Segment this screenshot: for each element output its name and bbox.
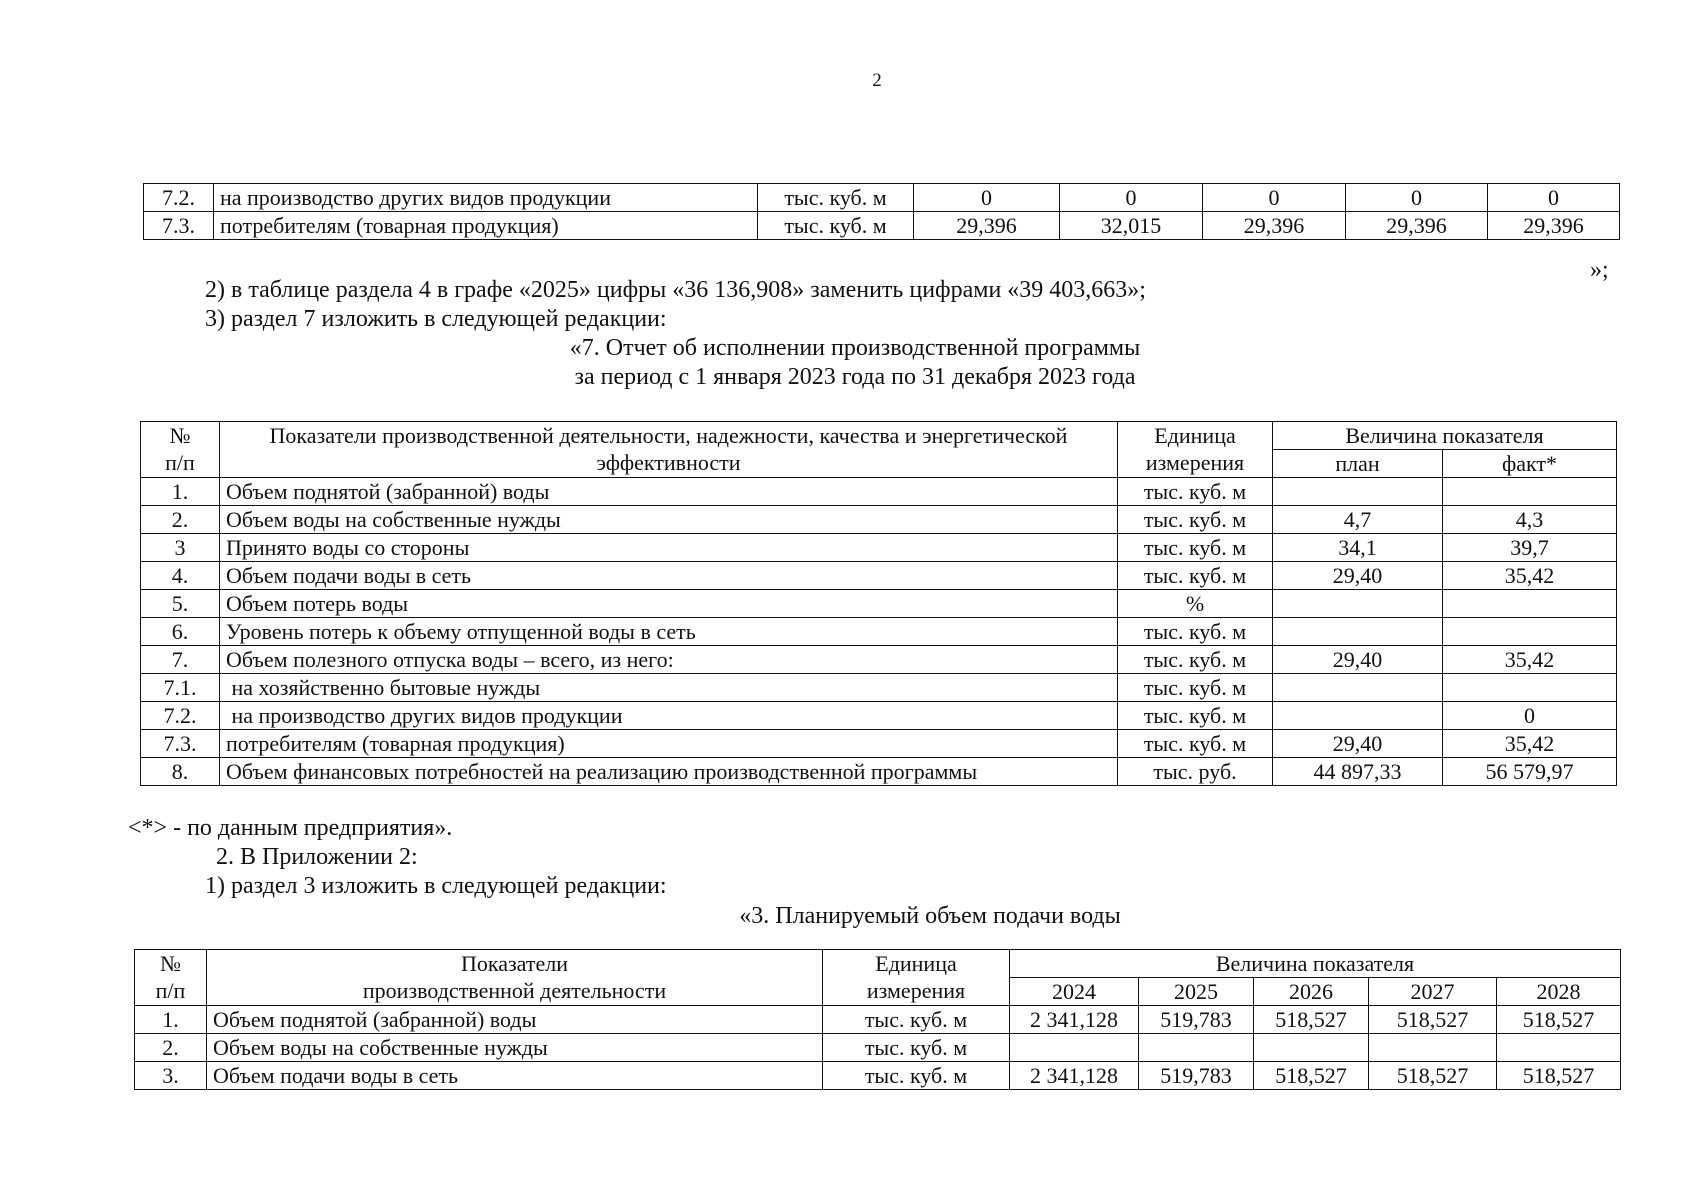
t7-header-value: Величина показателя: [1273, 422, 1617, 450]
row-number: 6.: [141, 618, 220, 646]
row-fact-value: 35,42: [1443, 562, 1617, 590]
table-row: [141, 702, 1617, 730]
row-value: 0: [1346, 184, 1488, 212]
row-fact-value: 39,7: [1443, 534, 1617, 562]
row-indicator-name: Принято воды со стороны: [220, 534, 1118, 562]
row-unit: тыс. куб. м: [758, 212, 914, 240]
row-year-value: [1497, 1034, 1621, 1062]
row-plan-value: [1273, 618, 1443, 646]
row-unit: тыс. руб.: [1118, 758, 1273, 786]
row-unit: тыс. куб. м: [823, 1034, 1010, 1062]
t7-header-num-1: №: [141, 422, 220, 450]
row-unit: тыс. куб. м: [1118, 646, 1273, 674]
row-plan-value: [1273, 590, 1443, 618]
row-year-value: 519,783: [1139, 1006, 1254, 1034]
row-indicator-name: Объем финансовых потребностей на реализацию производственной программы: [220, 758, 1118, 786]
row-year-value: [1010, 1034, 1139, 1062]
closing-quote: »;: [1590, 257, 1609, 283]
row-indicator-name: на хозяйственно бытовые нужды: [220, 674, 1118, 702]
row-year-value: 519,783: [1139, 1062, 1254, 1090]
t3-header-unit-1: Единица: [823, 950, 1010, 978]
t3-header-year: 2026: [1254, 978, 1369, 1006]
t3-header-num-2: п/п: [135, 978, 207, 1006]
row-value: 0: [914, 184, 1060, 212]
row-indicator-name: на производство других видов продукции: [214, 184, 758, 212]
row-fact-value: 35,42: [1443, 730, 1617, 758]
row-indicator-name: Объем подачи воды в сеть: [220, 562, 1118, 590]
row-value: 0: [1060, 184, 1203, 212]
t3-header-name-1: Показатели: [207, 950, 823, 978]
table-row: [141, 646, 1617, 674]
paragraph-appendix-2: 2. В Приложении 2:: [216, 844, 418, 870]
t7-header-name-2: эффективности: [220, 450, 1118, 478]
row-number: 5.: [141, 590, 220, 618]
row-number: 2.: [141, 506, 220, 534]
row-number: 7.2.: [144, 184, 214, 212]
t3-header-name-2: производственной деятельности: [207, 978, 823, 1006]
table-row: [135, 1006, 1621, 1034]
table-row: [141, 618, 1617, 646]
row-unit: тыс. куб. м: [823, 1006, 1010, 1034]
row-indicator-name: Объем полезного отпуска воды – всего, из него:: [220, 646, 1118, 674]
row-fact-value: 35,42: [1443, 646, 1617, 674]
row-value: 0: [1203, 184, 1346, 212]
section-7-title-line-2: за период с 1 января 2023 года по 31 декабря 2023 года: [574, 364, 1136, 390]
row-number: 3: [141, 534, 220, 562]
row-fact-value: 4,3: [1443, 506, 1617, 534]
row-plan-value: [1273, 674, 1443, 702]
row-number: 7.3.: [141, 730, 220, 758]
t7-header-name-1: Показатели производственной деятельности, надежности, качества и энергетической: [220, 422, 1118, 450]
row-unit: тыс. куб. м: [1118, 674, 1273, 702]
row-number: 7.: [141, 646, 220, 674]
row-plan-value: 29,40: [1273, 730, 1443, 758]
t7-header-unit-2: измерения: [1118, 450, 1273, 478]
row-fact-value: [1443, 618, 1617, 646]
row-year-value: [1254, 1034, 1369, 1062]
t3-header-years-row: [135, 978, 1621, 1006]
row-indicator-name: Объем воды на собственные нужды: [220, 506, 1118, 534]
table-row: [135, 1062, 1621, 1090]
row-indicator-name: потребителям (товарная продукция): [220, 730, 1118, 758]
row-year-value: 518,527: [1497, 1006, 1621, 1034]
table-row: [141, 478, 1617, 506]
row-unit: тыс. куб. м: [1118, 618, 1273, 646]
row-indicator-name: Уровень потерь к объему отпущенной воды в сеть: [220, 618, 1118, 646]
row-indicator-name: на производство других видов продукции: [220, 702, 1118, 730]
row-unit: тыс. куб. м: [1118, 506, 1273, 534]
row-indicator-name: Объем воды на собственные нужды: [207, 1034, 823, 1062]
row-unit: %: [1118, 590, 1273, 618]
row-unit: тыс. куб. м: [1118, 534, 1273, 562]
table-row: [141, 562, 1617, 590]
paragraph-3: 3) раздел 7 изложить в следующей редакции:: [205, 306, 667, 332]
table-row: [141, 534, 1617, 562]
table-row: [135, 1034, 1621, 1062]
table-row: [141, 730, 1617, 758]
table-row: [141, 758, 1617, 786]
row-fact-value: [1443, 674, 1617, 702]
row-value: 32,015: [1060, 212, 1203, 240]
t7-header-fact: факт*: [1443, 450, 1617, 478]
row-unit: тыс. куб. м: [1118, 702, 1273, 730]
table-row: [141, 674, 1617, 702]
row-year-value: 2 341,128: [1010, 1062, 1139, 1090]
row-value: 29,396: [1346, 212, 1488, 240]
t7-header-plan: план: [1273, 450, 1443, 478]
row-number: 4.: [141, 562, 220, 590]
t3-header-year: 2025: [1139, 978, 1254, 1006]
row-plan-value: 29,40: [1273, 562, 1443, 590]
row-number: 7.2.: [141, 702, 220, 730]
row-fact-value: 0: [1443, 702, 1617, 730]
t3-header-unit-2: измерения: [823, 978, 1010, 1006]
table-row: [144, 212, 1620, 240]
row-year-value: 2 341,128: [1010, 1006, 1139, 1034]
row-plan-value: [1273, 478, 1443, 506]
row-number: 2.: [135, 1034, 207, 1062]
row-unit: тыс. куб. м: [1118, 478, 1273, 506]
row-number: 3.: [135, 1062, 207, 1090]
row-plan-value: 4,7: [1273, 506, 1443, 534]
row-year-value: 518,527: [1369, 1062, 1497, 1090]
table-section-3: [134, 949, 1621, 1090]
t3-header-year: 2027: [1369, 978, 1497, 1006]
table-section-7-body: [141, 478, 1617, 786]
section-7-title-line-1: «7. Отчет об исполнении производственной программы: [569, 335, 1141, 361]
t3-header-value: Величина показателя: [1010, 950, 1621, 978]
row-fact-value: [1443, 478, 1617, 506]
table-section-7: [140, 421, 1617, 786]
row-number: 7.3.: [144, 212, 214, 240]
row-unit: тыс. куб. м: [1118, 730, 1273, 758]
row-fact-value: 56 579,97: [1443, 758, 1617, 786]
t7-header-num-2: п/п: [141, 450, 220, 478]
row-unit: тыс. куб. м: [758, 184, 914, 212]
footnote: <*> - по данным предприятия».: [128, 815, 453, 841]
row-indicator-name: Объем подачи воды в сеть: [207, 1062, 823, 1090]
table-section-3-body: [135, 1006, 1621, 1090]
t3-header-year: 2028: [1497, 978, 1621, 1006]
t3-header-year: 2024: [1010, 978, 1139, 1006]
row-number: 1.: [141, 478, 220, 506]
row-indicator-name: Объем поднятой (забранной) воды: [220, 478, 1118, 506]
t3-header-num-1: №: [135, 950, 207, 978]
section-3-title: «3. Планируемый объем подачи воды: [739, 903, 1121, 929]
table-row: [141, 590, 1617, 618]
row-unit: тыс. куб. м: [823, 1062, 1010, 1090]
row-year-value: [1369, 1034, 1497, 1062]
row-year-value: 518,527: [1497, 1062, 1621, 1090]
table-row: [141, 506, 1617, 534]
row-indicator-name: Объем поднятой (забранной) воды: [207, 1006, 823, 1034]
row-plan-value: 44 897,33: [1273, 758, 1443, 786]
table-row: [144, 184, 1620, 212]
t7-header-unit-1: Единица: [1118, 422, 1273, 450]
row-indicator-name: Объем потерь воды: [220, 590, 1118, 618]
row-unit: тыс. куб. м: [1118, 562, 1273, 590]
row-value: 29,396: [1203, 212, 1346, 240]
paragraph-2: 2) в таблице раздела 4 в графе «2025» цифры «36 136,908» заменить цифрами «39 403,663»;: [205, 277, 1146, 303]
row-value: 29,396: [1488, 212, 1620, 240]
row-number: 1.: [135, 1006, 207, 1034]
row-year-value: 518,527: [1369, 1006, 1497, 1034]
row-value: 0: [1488, 184, 1620, 212]
table-top-continuation: [143, 183, 1620, 240]
row-value: 29,396: [914, 212, 1060, 240]
row-plan-value: [1273, 702, 1443, 730]
page-number: 2: [872, 70, 882, 91]
row-number: 7.1.: [141, 674, 220, 702]
row-year-value: 518,527: [1254, 1062, 1369, 1090]
row-year-value: [1139, 1034, 1254, 1062]
row-year-value: 518,527: [1254, 1006, 1369, 1034]
table-top-body: [144, 184, 1620, 240]
row-fact-value: [1443, 590, 1617, 618]
row-number: 8.: [141, 758, 220, 786]
row-plan-value: 34,1: [1273, 534, 1443, 562]
paragraph-appendix-2-item-1: 1) раздел 3 изложить в следующей редакции:: [205, 873, 667, 899]
row-indicator-name: потребителям (товарная продукция): [214, 212, 758, 240]
row-plan-value: 29,40: [1273, 646, 1443, 674]
